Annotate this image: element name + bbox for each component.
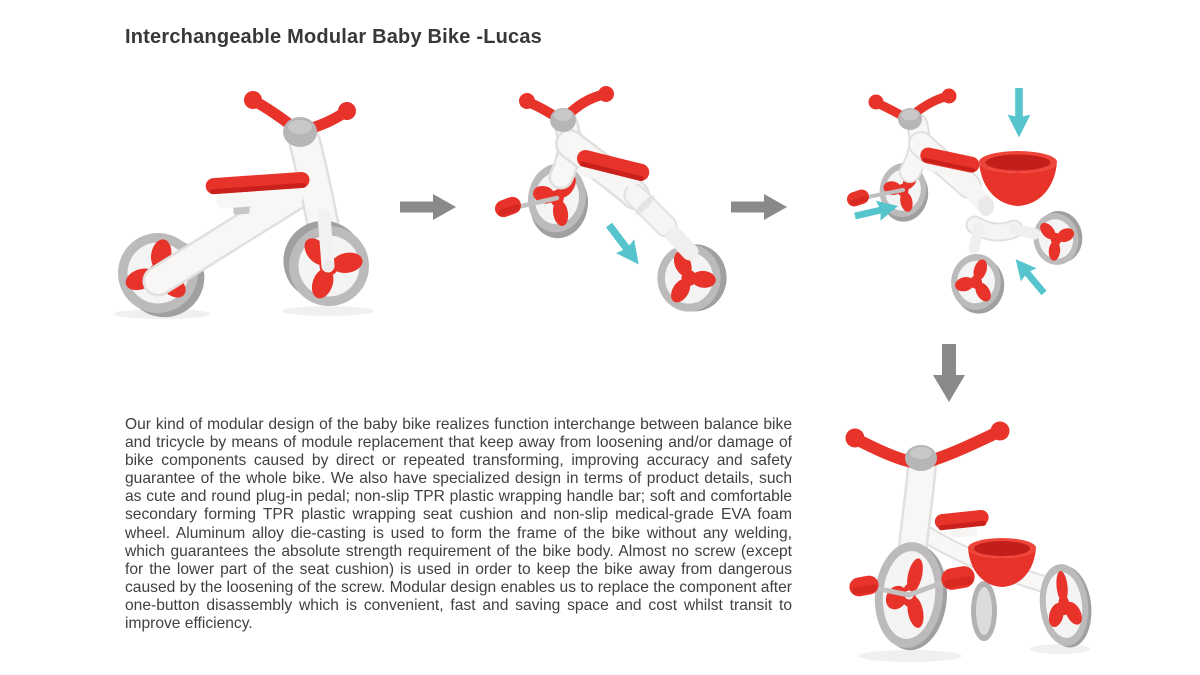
- handlebar: [846, 422, 1010, 472]
- disassembled-modules-image: [825, 82, 1110, 337]
- page-title: Interchangeable Modular Baby Bike -Lucas: [125, 26, 542, 48]
- rear-wheel: [1036, 561, 1092, 650]
- transforming-bike-image: [478, 82, 743, 322]
- assembled-tricycle-image: [812, 415, 1092, 670]
- cyan-arrow-icon: [600, 218, 648, 271]
- pedal: [493, 194, 524, 219]
- right-arrow-icon: [400, 194, 456, 220]
- handlebar: [244, 91, 356, 147]
- handlebar: [519, 86, 614, 132]
- cyan-arrow-icon: [1008, 88, 1031, 137]
- basket: [979, 151, 1057, 206]
- product-description: Our kind of modular design of the baby bike realizes function interchange between balance bike and tricycle by means of module replacement that keep away from loosening and/or damage of bike components caused by direct or repeated transforming, improving accuracy and safety guarantee of the whole bike. We also have specialized design in terms of product details, such as cute and round plug-in pedal; non-slip TPR plastic wrapping handle bar; soft and comfortable secondary forming TPR plastic wrapping seat cushion and non-slip medical-grade EVA foam wheel. Aluminum alloy die-casting is used to form the frame of the bike without any welding, which guarantees the absolute strength requirement of the bike body. Almost no screw (except for the lower part of the seat cushion) is used in order to keep the bike away from dangerous caused by the loosening of the screw. Modular design enables us to replace the component after one-button disassembly which is convenient, fast and saving space and cost whilst transit to improve efficiency.: [125, 416, 792, 633]
- handlebar: [869, 89, 957, 131]
- down-arrow-icon: [932, 344, 966, 402]
- pedal: [845, 188, 871, 209]
- right-arrow-icon: [731, 194, 787, 220]
- balance-bike-image: [112, 85, 397, 320]
